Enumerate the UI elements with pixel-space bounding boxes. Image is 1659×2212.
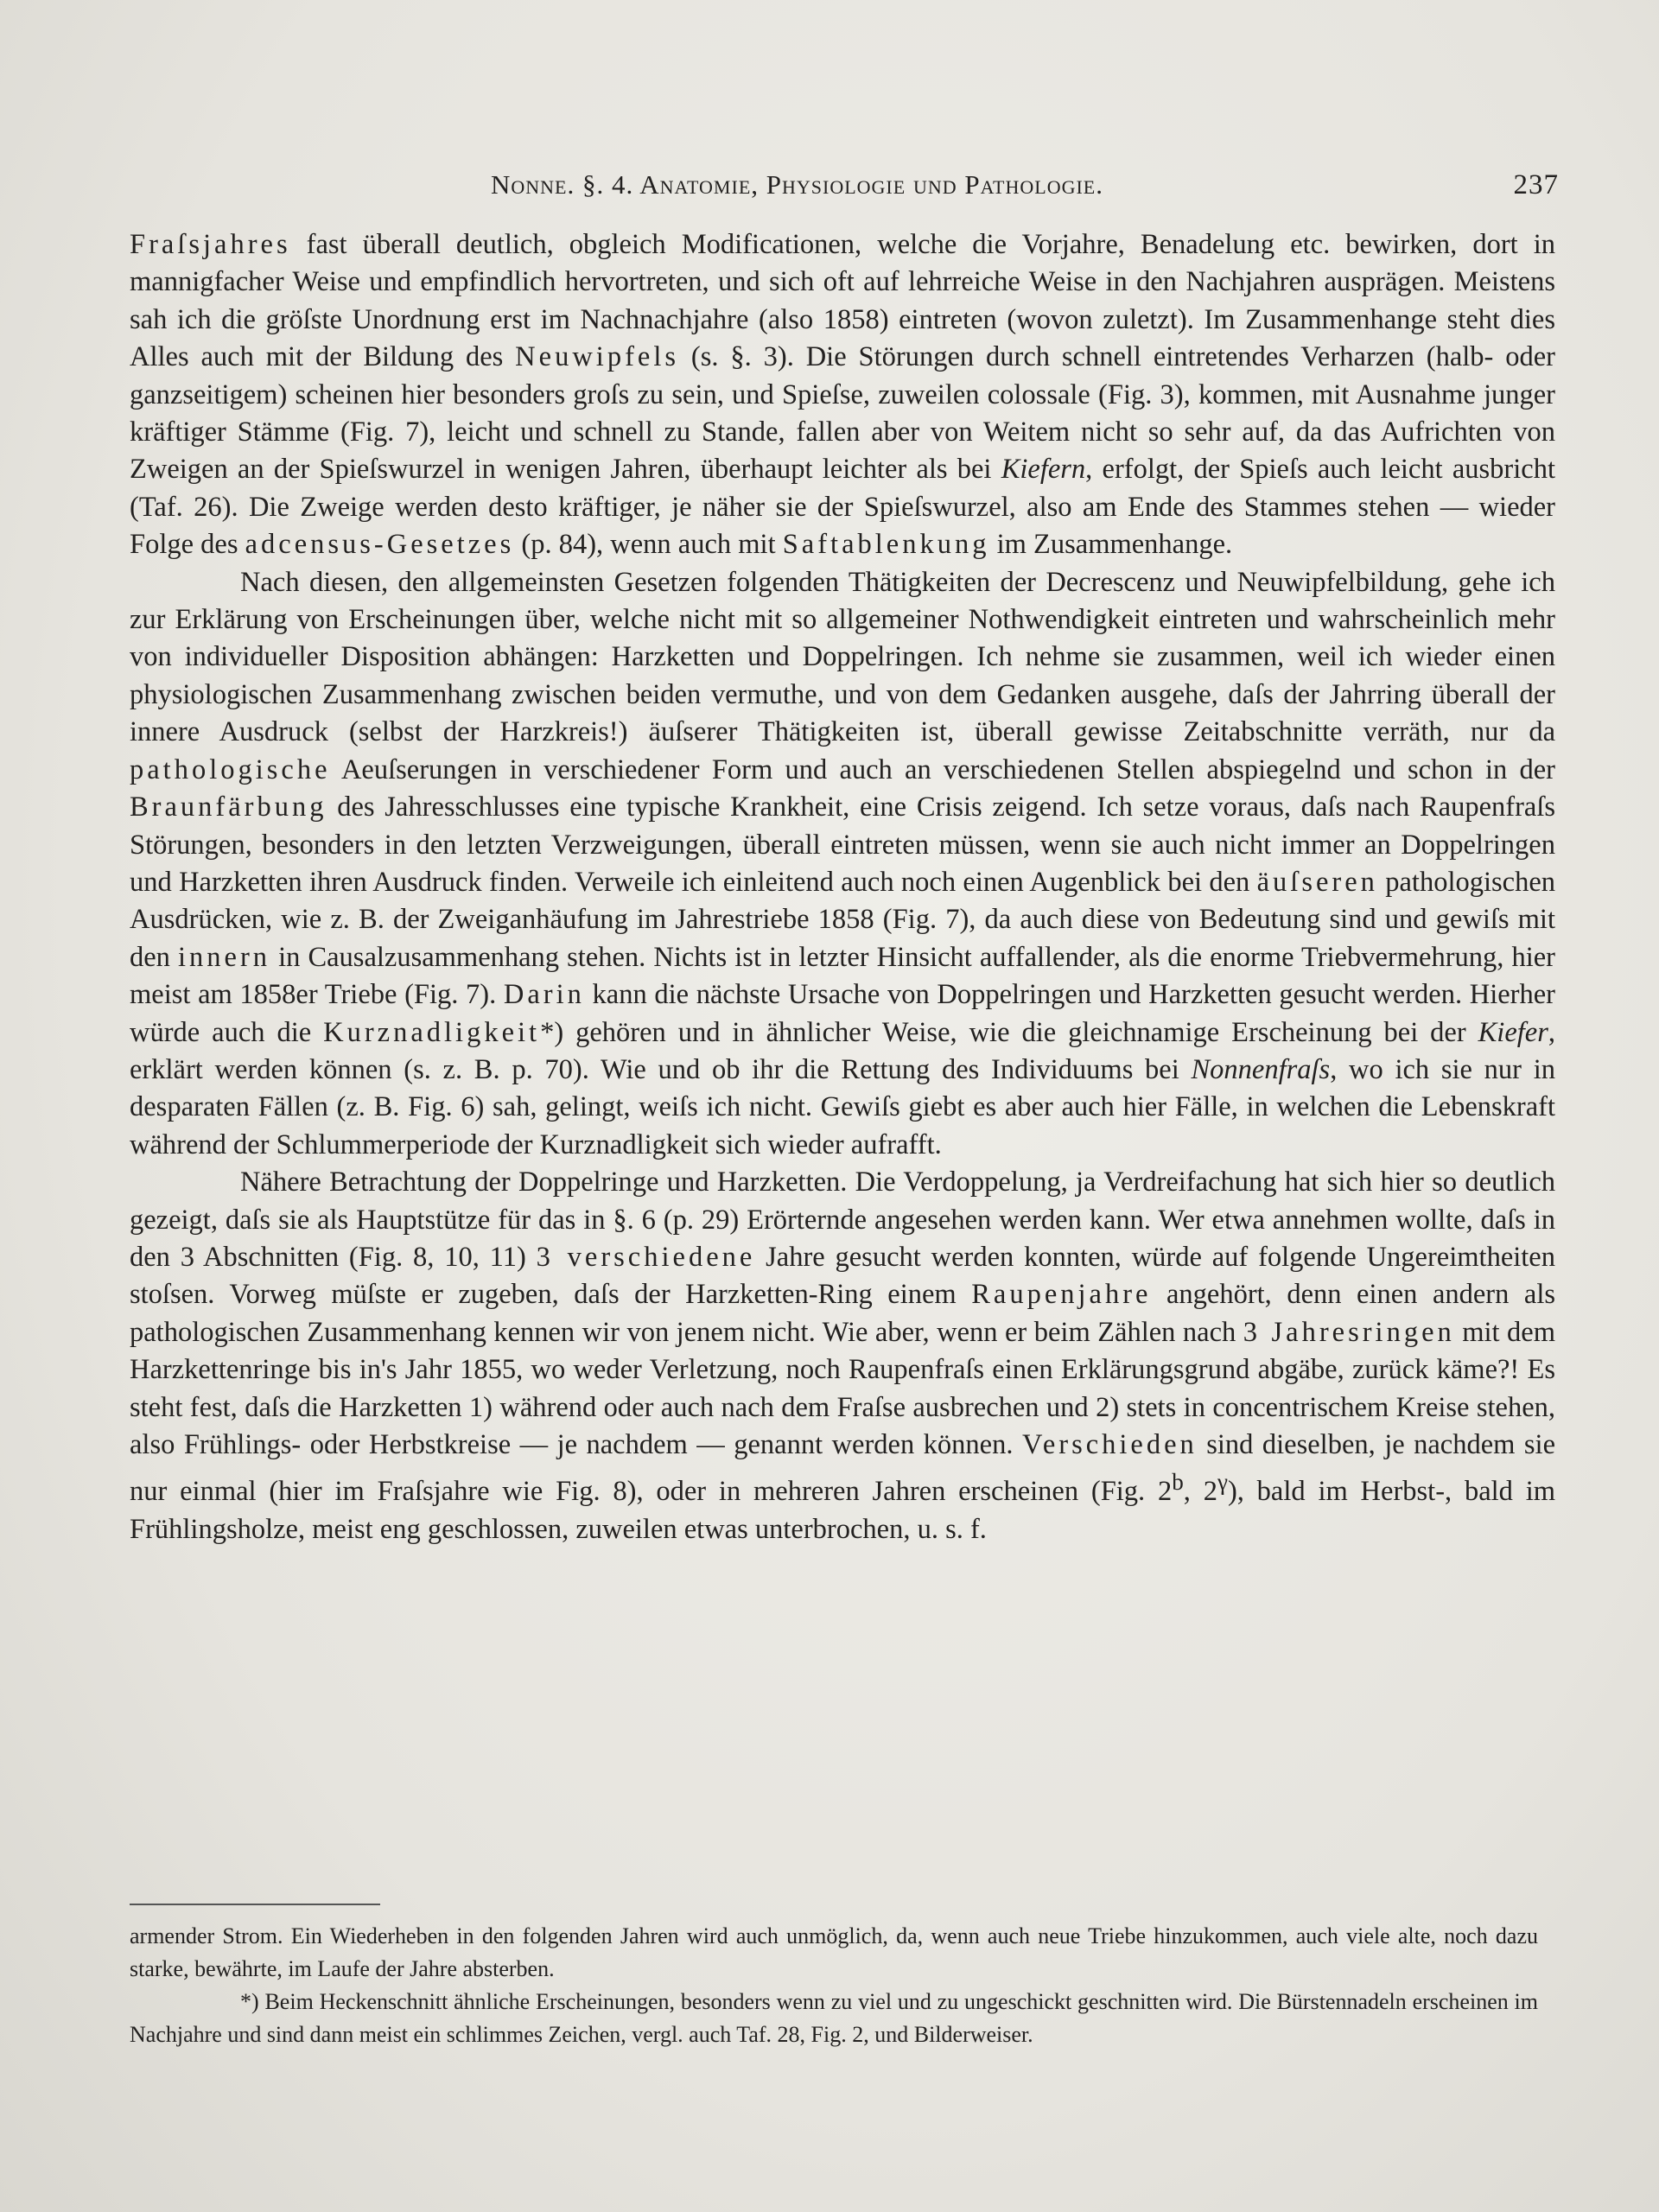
emphasis: Raupenjahre [971, 1279, 1152, 1311]
text-run: Nach diesen, den allgemeinsten Gesetzen folgenden Thätigkeiten der Decrescenz und Neuwipfelbildung, gehe ich zur Erklärung von Erscheinungen über, welche nicht mit so allgemeiner Nothwendigkeit eintreten und wahrscheinlich mehr von individueller Disposition abhängen: Harzketten und Doppelringen. Ich nehme sie zusammen, weil ich wieder einen physiologischen Zusammenhang zwischen beiden vermuthe, und von dem Gedanken ausgehe, daſs der Jahrring überall der innere Ausdruck (selbst der Harzkreis!) äuſserer Thätigkeiten ist, überall gewisse Zeitabschnitte verräth, nur da [130, 566, 1555, 748]
footnote-star: *) Beim Heckenschnitt ähnliche Erscheinungen, besonders wenn zu viel und zu ungeschickt geschnitten wird. Die Bürstennadeln erscheinen im Nachjahre und sind dann meist ein schlimmes Zeichen, vergl. auch Taf. 28, Fig. 2, und Bilderweiser. [130, 1989, 1538, 2047]
emphasis: Neuwipfels [515, 341, 679, 373]
text-run: Aeuſserungen in verschiedener Form und auch an verschiedenen Stellen abspiegelnd und schon in der [330, 753, 1555, 785]
text-run: , erfolgt, der Spieſs auch leicht ausbricht (Taf. 26). Die Zweige werden desto kräftiger, je näher sie der Spieſswurzel, also am Ende des Stammes stehen — wieder Folge des [130, 454, 1555, 561]
footnote-continued: armender Strom. Ein Wiederheben in den folgenden Jahren wird auch unmöglich, da, wenn auch neue Triebe hinzukommen, auch viele alte, noch dazu starke, bewährte, im Laufe der Jahre absterben. [130, 1923, 1538, 1981]
running-title: Nonne. §. 4. Anatomie, Physiologie und Pathologie. [491, 169, 1103, 200]
text-run: in Causalzusammenhang stehen. Nichts ist in letzter Hinsicht auffallender, als die enorme Triebvermehrung, hier meist am 1858er Triebe (Fig. 7). [130, 941, 1555, 1011]
text-run: kann die nächste Ursache von Doppelringen und Harzketten gesucht werden. Hierher würde auch die [130, 979, 1555, 1048]
footnote-divider [130, 1904, 380, 1905]
text-run: sind dieselben, je nachdem sie nur einmal (hier im Fraſsjahre wie Fig. 8), oder in mehreren Jahren erscheinen (Fig. 2 [130, 1429, 1555, 1508]
text-run: pathologischen Ausdrücken, wie z. B. der Zweiganhäufung im Jahrestriebe 1858 (Fig. 7), da auch diese von Bedeutung sind und gewiſs mit den [130, 866, 1556, 973]
text-run: , 2 [1183, 1476, 1217, 1508]
italic-term: Kiefer [1478, 1016, 1548, 1048]
emphasis: 3 Jahresringen [1243, 1316, 1455, 1348]
emphasis: innern [178, 941, 271, 973]
text-run: (s. §. 3). Die Störungen durch schnell eintretendes Verharzen (halb- oder ganzseitigem) scheinen hier besonders groſs zu sein, und Spieſse, zuweilen colossale (Fig. 3), kommen, mit Ausnahme junger kräftiger Stämme (Fig. 7), leicht und schnell zu Stande, fallen aber von Weitem nicht so sehr auf, da das Aufrichten von Zweigen an der Spieſswurzel in wenigen Jahren, überhaupt leichter als bei [130, 341, 1555, 486]
emphasis: Fraſsjahres [130, 229, 291, 260]
emphasis: Braunfärbung [130, 791, 327, 823]
footnotes [130, 1920, 1538, 2051]
superscript: γ [1217, 1469, 1228, 1496]
emphasis: Darin [503, 979, 585, 1011]
superscript: b [1172, 1469, 1184, 1496]
text-run: im Zusammenhange. [989, 529, 1233, 561]
text-run: , wo ich sie nur in desparaten Fällen (z. B. Fig. 6) sah, gelingt, weiſs ich nicht. Gewiſs giebt es aber auch hier Fälle, in welchen die Lebenskraft während der Schlummerperiode der Kurznadligkeit sich wieder aufrafft. [130, 1053, 1555, 1160]
paragraph-2 [130, 564, 1555, 1165]
text-run: Die Verdoppelung, ja Verdreifachung hat sich hier so deutlich gezeigt, daſs sie als Hauptstütze für das in §. 6 (p. 29) Erörternde angesehen werden kann. Wer etwa annehmen wollte, daſs in den 3 Abschnitten (Fig. 8, 10, 11) [130, 1166, 1556, 1273]
running-header [491, 169, 1559, 214]
italic-term: Nonnenfraſs [1191, 1053, 1331, 1085]
emphasis: pathologische [130, 753, 331, 785]
text-run: des Jahresschlusses eine typische Krankheit, eine Crisis zeigend. Ich setze voraus, daſs nach Raupenfraſs Störungen, besonders in den letzten Verzweigungen, überall eintreten müssen, wenn sie auch nicht immer an Doppelringen und Harzketten ihren Ausdruck finden. Verweile ich einleitend auch noch einen Augenblick bei den [130, 791, 1555, 898]
emphasis: Saftablenkung [782, 529, 990, 561]
text-run: angehört, denn einen andern als pathologischen Zusammenhang kennen wir von jenem nicht. Wie aber, wenn er beim Zählen nach [130, 1279, 1555, 1348]
text-run: mit dem Harzkettenringe bis in's Jahr 1855, wo weder Verletzung, noch Raupenfraſs einen Erklärungsgrund abgäbe, zurück käme?! Es steht fest, daſs die Harzketten 1) während oder auch nach dem Fraſse ausbrechen und 2) stets in concentrischem Kreise stehen, also Frühlings- oder Herbstkreise — je nachdem — genannt werden können. [130, 1316, 1556, 1460]
emphasis: äuſseren [1256, 866, 1378, 898]
emphasis: 3 verschiedene [536, 1241, 756, 1273]
section-heading: Nähere Betrachtung der Doppelringe und Harzketten. [240, 1166, 848, 1198]
text-run: ), bald im Herbst-, bald im Frühlingsholze, meist eng geschlossen, zuweilen etwas unterbrochen, u. s. f. [130, 1476, 1556, 1545]
text-run: *) gehören und in ähnlicher Weise, wie die gleichnamige Erscheinung bei der [540, 1016, 1478, 1048]
emphasis: adcensus-Gesetzes [245, 529, 515, 561]
text-run: (p. 84), wenn auch mit [514, 529, 783, 561]
page-number: 237 [1513, 169, 1559, 200]
emphasis: Kurznadligkeit [323, 1016, 541, 1048]
paragraph-3 [130, 1164, 1555, 1548]
text-run: Jahre gesucht werden konnten, würde auf folgende Ungereimtheiten stoſsen. Vorweg müſste er zugeben, daſs der Harzketten-Ring einem [130, 1241, 1555, 1311]
emphasis: Verschieden [1021, 1429, 1198, 1460]
main-text [130, 226, 1555, 1548]
italic-term: Kiefern [1001, 454, 1086, 486]
paragraph-1 [130, 226, 1555, 564]
text-run: , erklärt werden können (s. z. B. p. 70). Wie und ob ihr die Rettung des Individuums bei [130, 1016, 1555, 1085]
text-run: fast überall deutlich, obgleich Modificationen, welche die Vorjahre, Benadelung etc. bewirken, dort in mannigfacher Weise und empfindlich hervortreten, und sich oft auf lehrreiche Weise in den Nachjahren ausprägen. Meistens sah ich die gröſste Unordnung erst im Nachnachjahre (also 1858) eintreten (wovon zuletzt). Im Zusammenhange steht dies Alles auch mit der Bildung des [130, 229, 1555, 373]
